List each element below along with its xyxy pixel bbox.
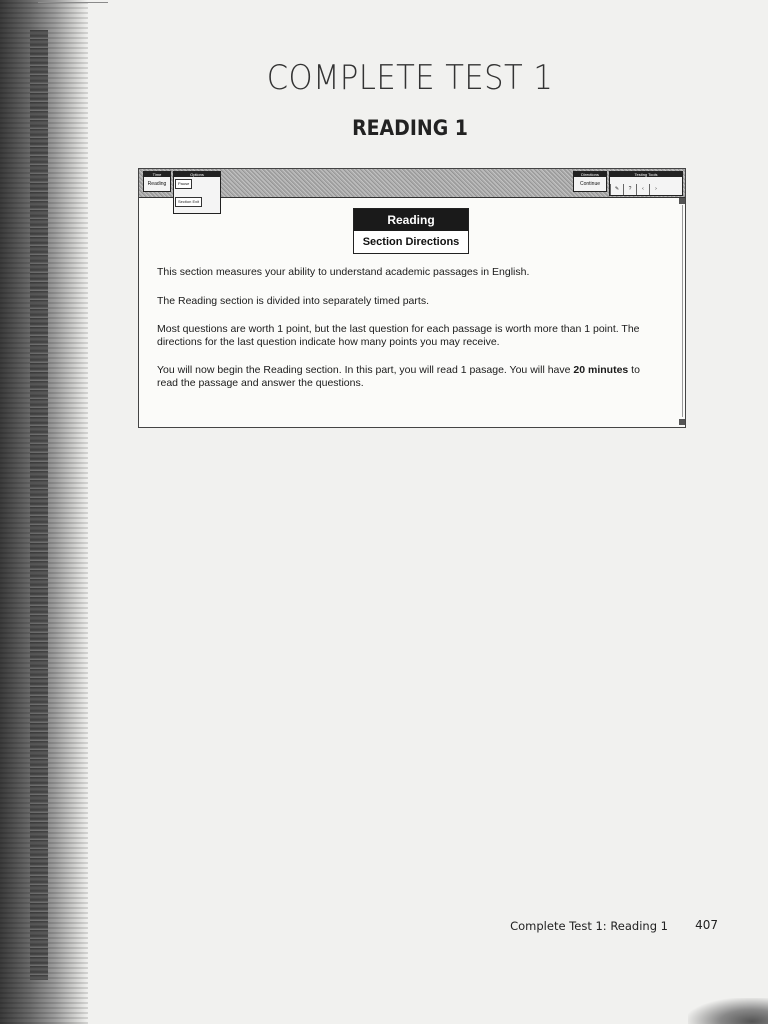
- corner-smudge: [688, 998, 768, 1024]
- test-screen: [138, 168, 686, 428]
- time-header: Time: [144, 172, 170, 177]
- section-directions-label: Section Directions: [354, 231, 468, 253]
- options-header: Options: [174, 172, 220, 177]
- direction-paragraph: The Reading section is divided into separately timed parts.: [157, 295, 429, 307]
- running-footer: Complete Test 1: Reading 1: [510, 919, 668, 933]
- time-value: Reading: [147, 181, 167, 187]
- help-icon[interactable]: ?: [623, 184, 636, 195]
- time-group: [143, 171, 171, 192]
- section-exit-button[interactable]: Section Exit: [175, 197, 202, 207]
- direction-text: You will now begin the Reading section. In this part, you will read 1 pasage. You will have: [157, 364, 574, 376]
- time-limit: 20 minutes: [573, 364, 629, 376]
- binding-edge: [30, 30, 48, 980]
- top-rule: [38, 2, 108, 3]
- page-number: 407: [695, 918, 718, 932]
- scroll-down-arrow[interactable]: [679, 419, 685, 425]
- directions-group: [573, 171, 607, 192]
- tools-group: [609, 171, 683, 196]
- continue-button[interactable]: Continue: [579, 181, 600, 187]
- page-title: COMPLETE TEST 1: [266, 58, 554, 98]
- section-heading: Reading: [354, 209, 468, 231]
- directions-header: Directions: [574, 172, 606, 177]
- scroll-up-arrow[interactable]: [679, 198, 685, 204]
- tools-header: Testing Tools: [610, 172, 682, 177]
- direction-paragraph: [157, 364, 647, 389]
- direction-text: to read the passage and answer the questions.: [157, 364, 640, 389]
- scrollbar-track[interactable]: [682, 205, 683, 417]
- page-subtitle: READING 1: [352, 116, 468, 140]
- back-icon[interactable]: ‹: [636, 184, 649, 195]
- direction-paragraph: Most questions are worth 1 point, but the last question for each passage is worth more than 1 point. The directions for the last question indicate how many points you may receive.: [157, 323, 640, 348]
- toolbar: [139, 169, 685, 204]
- direction-paragraph: This section measures your ability to understand academic passages in English.: [157, 266, 530, 278]
- pencil-icon[interactable]: ✎: [610, 184, 623, 195]
- next-icon[interactable]: ›: [649, 184, 662, 195]
- pause-button[interactable]: Pause: [175, 179, 192, 189]
- options-group: [173, 171, 221, 214]
- section-heading-box: [353, 208, 469, 254]
